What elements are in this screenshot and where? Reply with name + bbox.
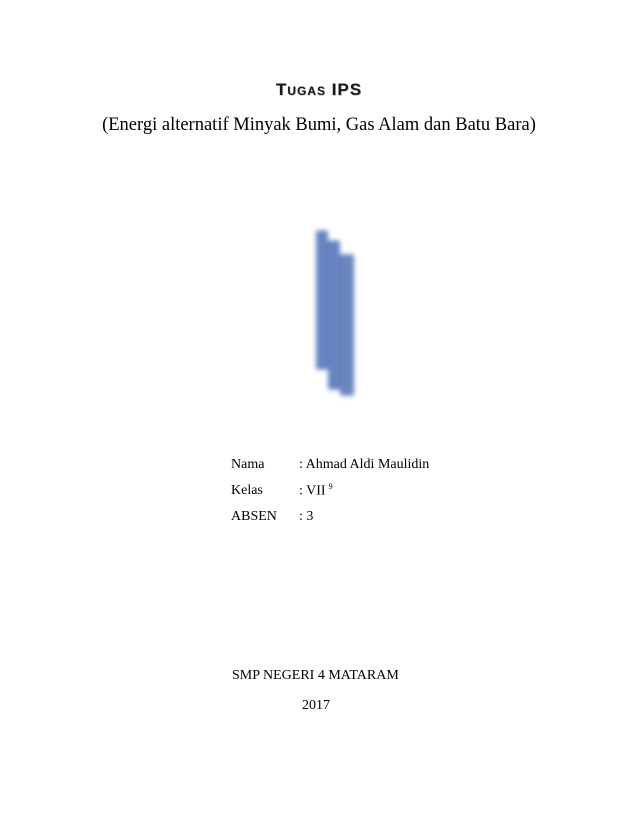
info-row-kelas xyxy=(231,478,429,504)
document-title: Tugas IPS xyxy=(275,80,363,99)
info-value: : VII $^9$ xyxy=(299,482,333,499)
info-row-absen xyxy=(231,504,429,530)
school-name: SMP NEGERI 4 MATARAM xyxy=(232,668,399,683)
info-value: : 3 xyxy=(299,509,314,524)
document-subtitle: (Energi alternatif Minyak Bumi, Gas Alam dan Batu Bara) xyxy=(102,115,536,135)
document-year: 2017 xyxy=(302,698,330,713)
student-info-table xyxy=(231,452,429,530)
info-label: Kelas xyxy=(231,483,263,498)
blurred-blue-books-graphic xyxy=(308,222,368,402)
info-value: : Ahmad Aldi Maulidin xyxy=(299,457,430,472)
books-graphic xyxy=(308,222,368,402)
class-number: 9 xyxy=(328,482,333,492)
book-spines xyxy=(316,230,354,396)
info-label: ABSEN xyxy=(231,509,277,524)
info-label: Nama xyxy=(231,457,265,472)
info-row-nama xyxy=(231,452,429,478)
